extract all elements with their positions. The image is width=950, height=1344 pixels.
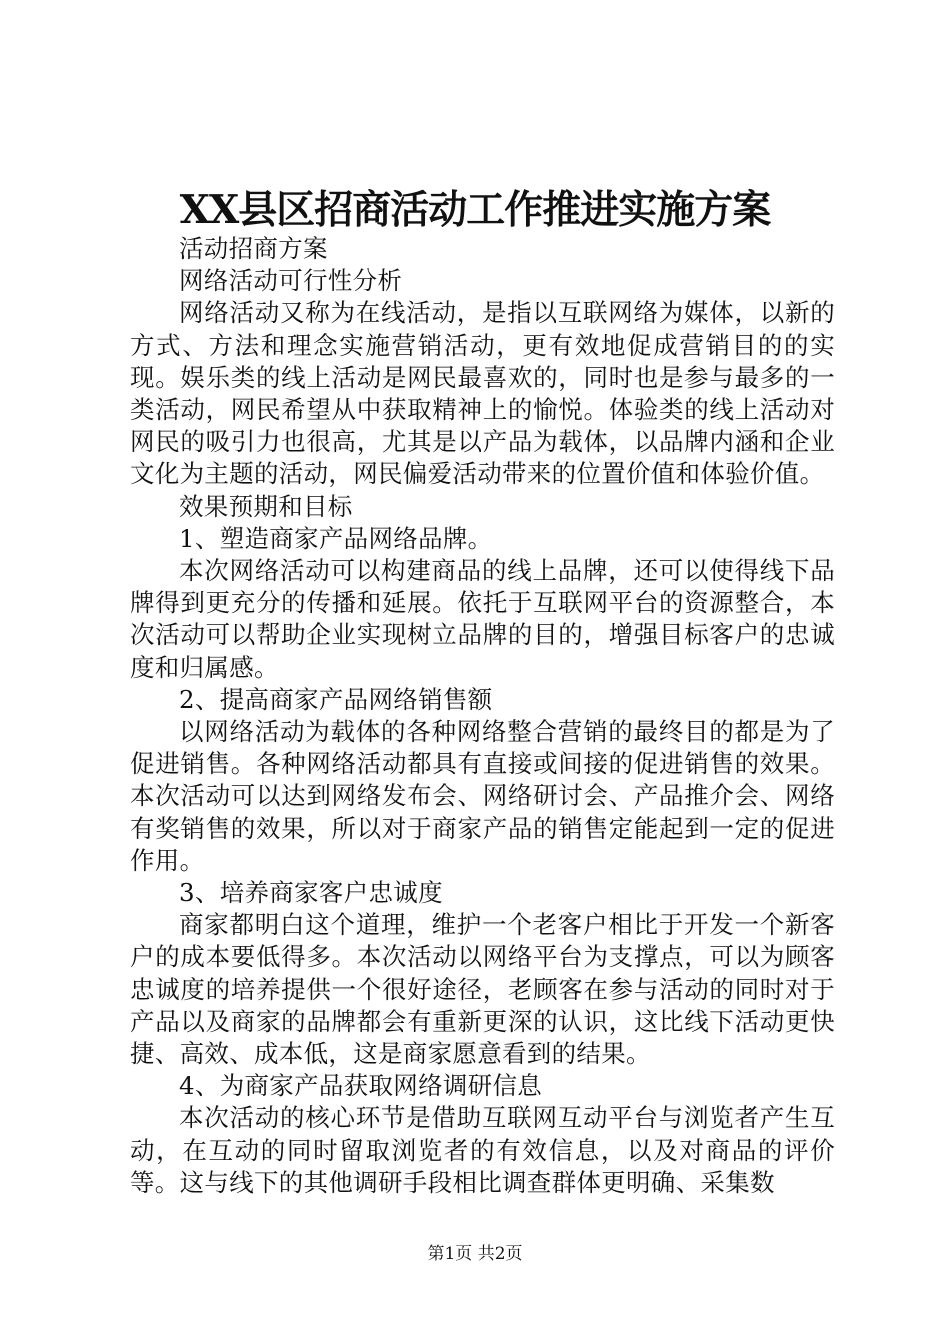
paragraph: 3、培养商家客户忠诚度 [179,878,443,908]
paragraph: 以网络活动为载体的各种网络整合营销的最终目的都是为了促进销售。各种网络活动都具有直接或间接的促进销售的效果。本次活动可以达到网络发布会、网络研讨会、产品推介会、网络有奖销售的效果，所以对于商家产品的销售定能起到一定的促进作用。 [130,717,835,875]
paragraph: 活动招商方案 [179,234,328,263]
paragraph: 网络活动又称为在线活动，是指以互联网络为媒体，以新的方式、方法和理念实施营销活动，更有效地促成营销目的的实现。娱乐类的线上活动是网民最喜欢的，同时也是参与最多的一类活动，网民希望从中获取精神上的愉悦。体验类的线上活动对网民的吸引力也很高，尤其是以产品为载体，以品牌内涵和企业文化为主题的活动，网民偏爱活动带来的位置价值和体验价值。 [130,298,835,489]
document-title: XX县区招商活动工作推进实施方案 [179,187,771,233]
paragraph: 2、提高商家产品网络销售额 [179,684,493,714]
paragraph: 本次网络活动可以构建商品的线上品牌，还可以使得线下品牌得到更充分的传播和延展。依托于互联网平台的资源整合，本次活动可以帮助企业实现树立品牌的目的，增强目标客户的忠诚度和归属感。 [130,556,835,682]
paragraph: 4、为商家产品获取网络调研信息 [179,1071,543,1101]
paragraph: 网络活动可行性分析 [179,266,403,296]
paragraph: 本次活动的核心环节是借助互联网互动平台与浏览者产生互动，在互动的同时留取浏览者的有效信息，以及对商品的评价等。这与线下的其他调研手段相比调查群体更明确、采集数 [130,1103,835,1197]
page-number: 第1页 共2页 [427,1244,523,1264]
document-body [130,233,835,1199]
paragraph: 商家都明白这个道理，维护一个老客户相比于开发一个新客户的成本要低得多。本次活动以网络平台为支撑点，可以为顾客忠诚度的培养提供一个很好途径，老顾客在参与活动的同时对于产品以及商家的品牌都会有重新更深的认识，这比线下活动更快捷、高效、成本低，这是商家愿意看到的结果。 [130,910,835,1069]
paragraph: 效果预期和目标 [179,491,353,521]
paragraph: 1、塑造商家产品网络品牌。 [179,523,493,553]
